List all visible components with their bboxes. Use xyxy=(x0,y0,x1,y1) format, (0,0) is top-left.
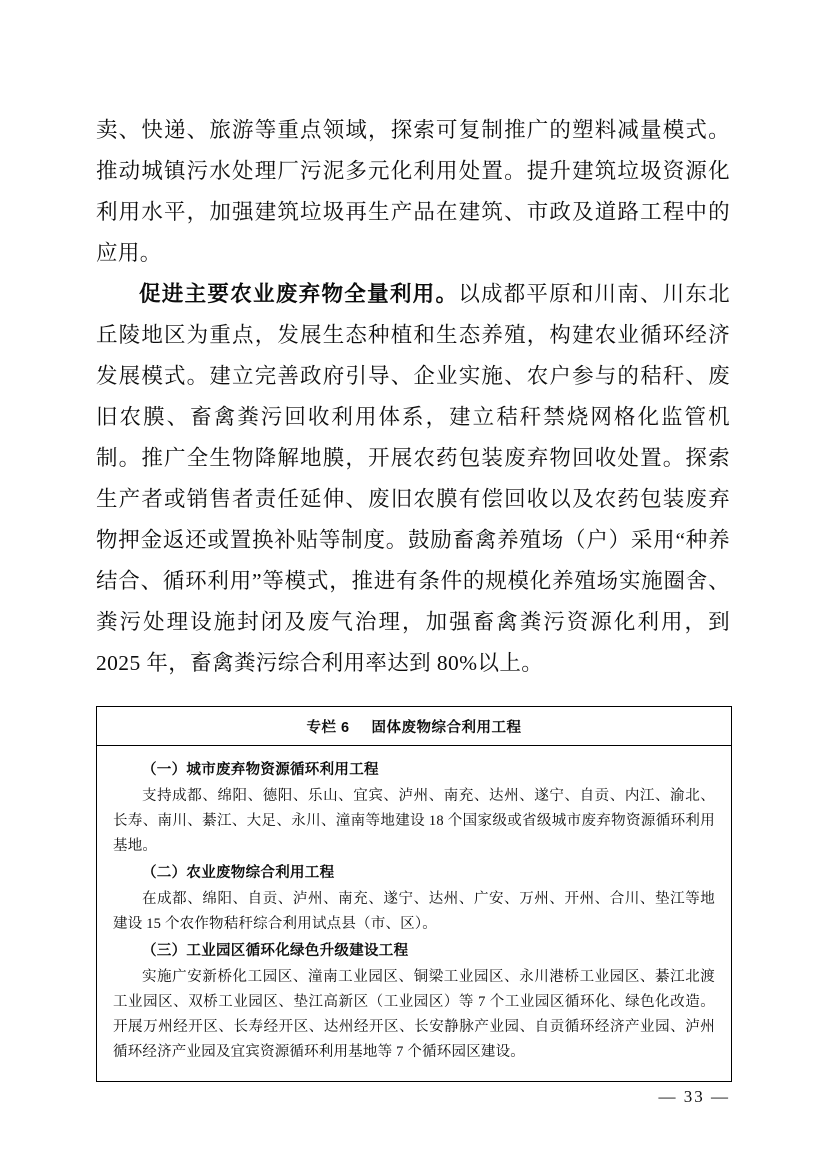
box-section-heading: （二）农业废物综合利用工程 xyxy=(142,865,335,881)
page-number: — 33 — xyxy=(658,1087,730,1106)
feature-box xyxy=(96,706,732,1082)
box-section-body: 实施广安新桥化工园区、潼南工业园区、铜梁工业园区、永川港桥工业园区、綦江北渡工业园区、双桥工业园区、垫江高新区（工业园区）等 7 个工业园区循环化、绿色化改造。开展万州经开区、长寿经开区、达州经开区、长安静脉产业园、自贡循环经济产业园、泸州循环经济产业园及宜宾资源循环利用基地等 7 个循环园区建设。 xyxy=(113,969,715,1060)
paragraph-plastics-reduction xyxy=(96,110,730,274)
box-section-body: 支持成都、绵阳、德阳、乐山、宜宾、泸州、南充、达州、遂宁、自贡、内江、渝北、长寿、南川、綦江、大足、永川、潼南等地建设 18 个国家级或省级城市废弃物资源循环利用基地。 xyxy=(113,788,715,854)
paragraph-text: 卖、快递、旅游等重点领域，探索可复制推广的塑料减量模式。推动城镇污水处理厂污泥多元化利用处置。提升建筑垃圾资源化利用水平，加强建筑垃圾再生产品在建筑、市政及道路工程中的应用。 xyxy=(96,118,730,265)
feature-box-title xyxy=(97,707,731,746)
box-section-body: 在成都、绵阳、自贡、泸州、南充、遂宁、达州、广安、万州、开州、合川、垫江等地建设 15 个农作物秸秆综合利用试点县（市、区）。 xyxy=(113,891,715,932)
paragraph-text: 以成都平原和川南、川东北丘陵地区为重点，发展生态种植和生态养殖，构建农业循环经济发展模式。建立完善政府引导、企业实施、农户参与的秸秆、废旧农膜、畜禽粪污回收利用体系，建立秸秆禁烧网格化监管机制。推广全生物降解地膜，开展农药包装废弃物回收处置。探索生产者或销售者责任延伸、废旧农膜有偿回收以及农药包装废弃物押金返还或置换补贴等制度。鼓励畜禽养殖场（户）采用“种养结合、循环利用”等模式，推进有条件的规模化养殖场实施圈舍、粪污处理设施封闭及废气治理，加强畜禽粪污资源化利用，到 2025 年，畜禽粪污综合利用率达到 80%以上。 xyxy=(96,282,730,675)
box-section-heading: （一）城市废弃物资源循环利用工程 xyxy=(142,762,379,778)
box-section-heading: （三）工业园区循环化绿色升级建设工程 xyxy=(142,943,409,959)
paragraph-agricultural-waste xyxy=(96,274,730,684)
paragraph-lead-in: 促进主要农业废弃物全量利用。 xyxy=(139,282,459,306)
body-text-region xyxy=(96,110,730,684)
feature-box-label: 专栏 6 xyxy=(306,720,350,736)
feature-box-body xyxy=(97,746,731,1081)
feature-box-heading: 固体废物综合利用工程 xyxy=(371,720,522,736)
